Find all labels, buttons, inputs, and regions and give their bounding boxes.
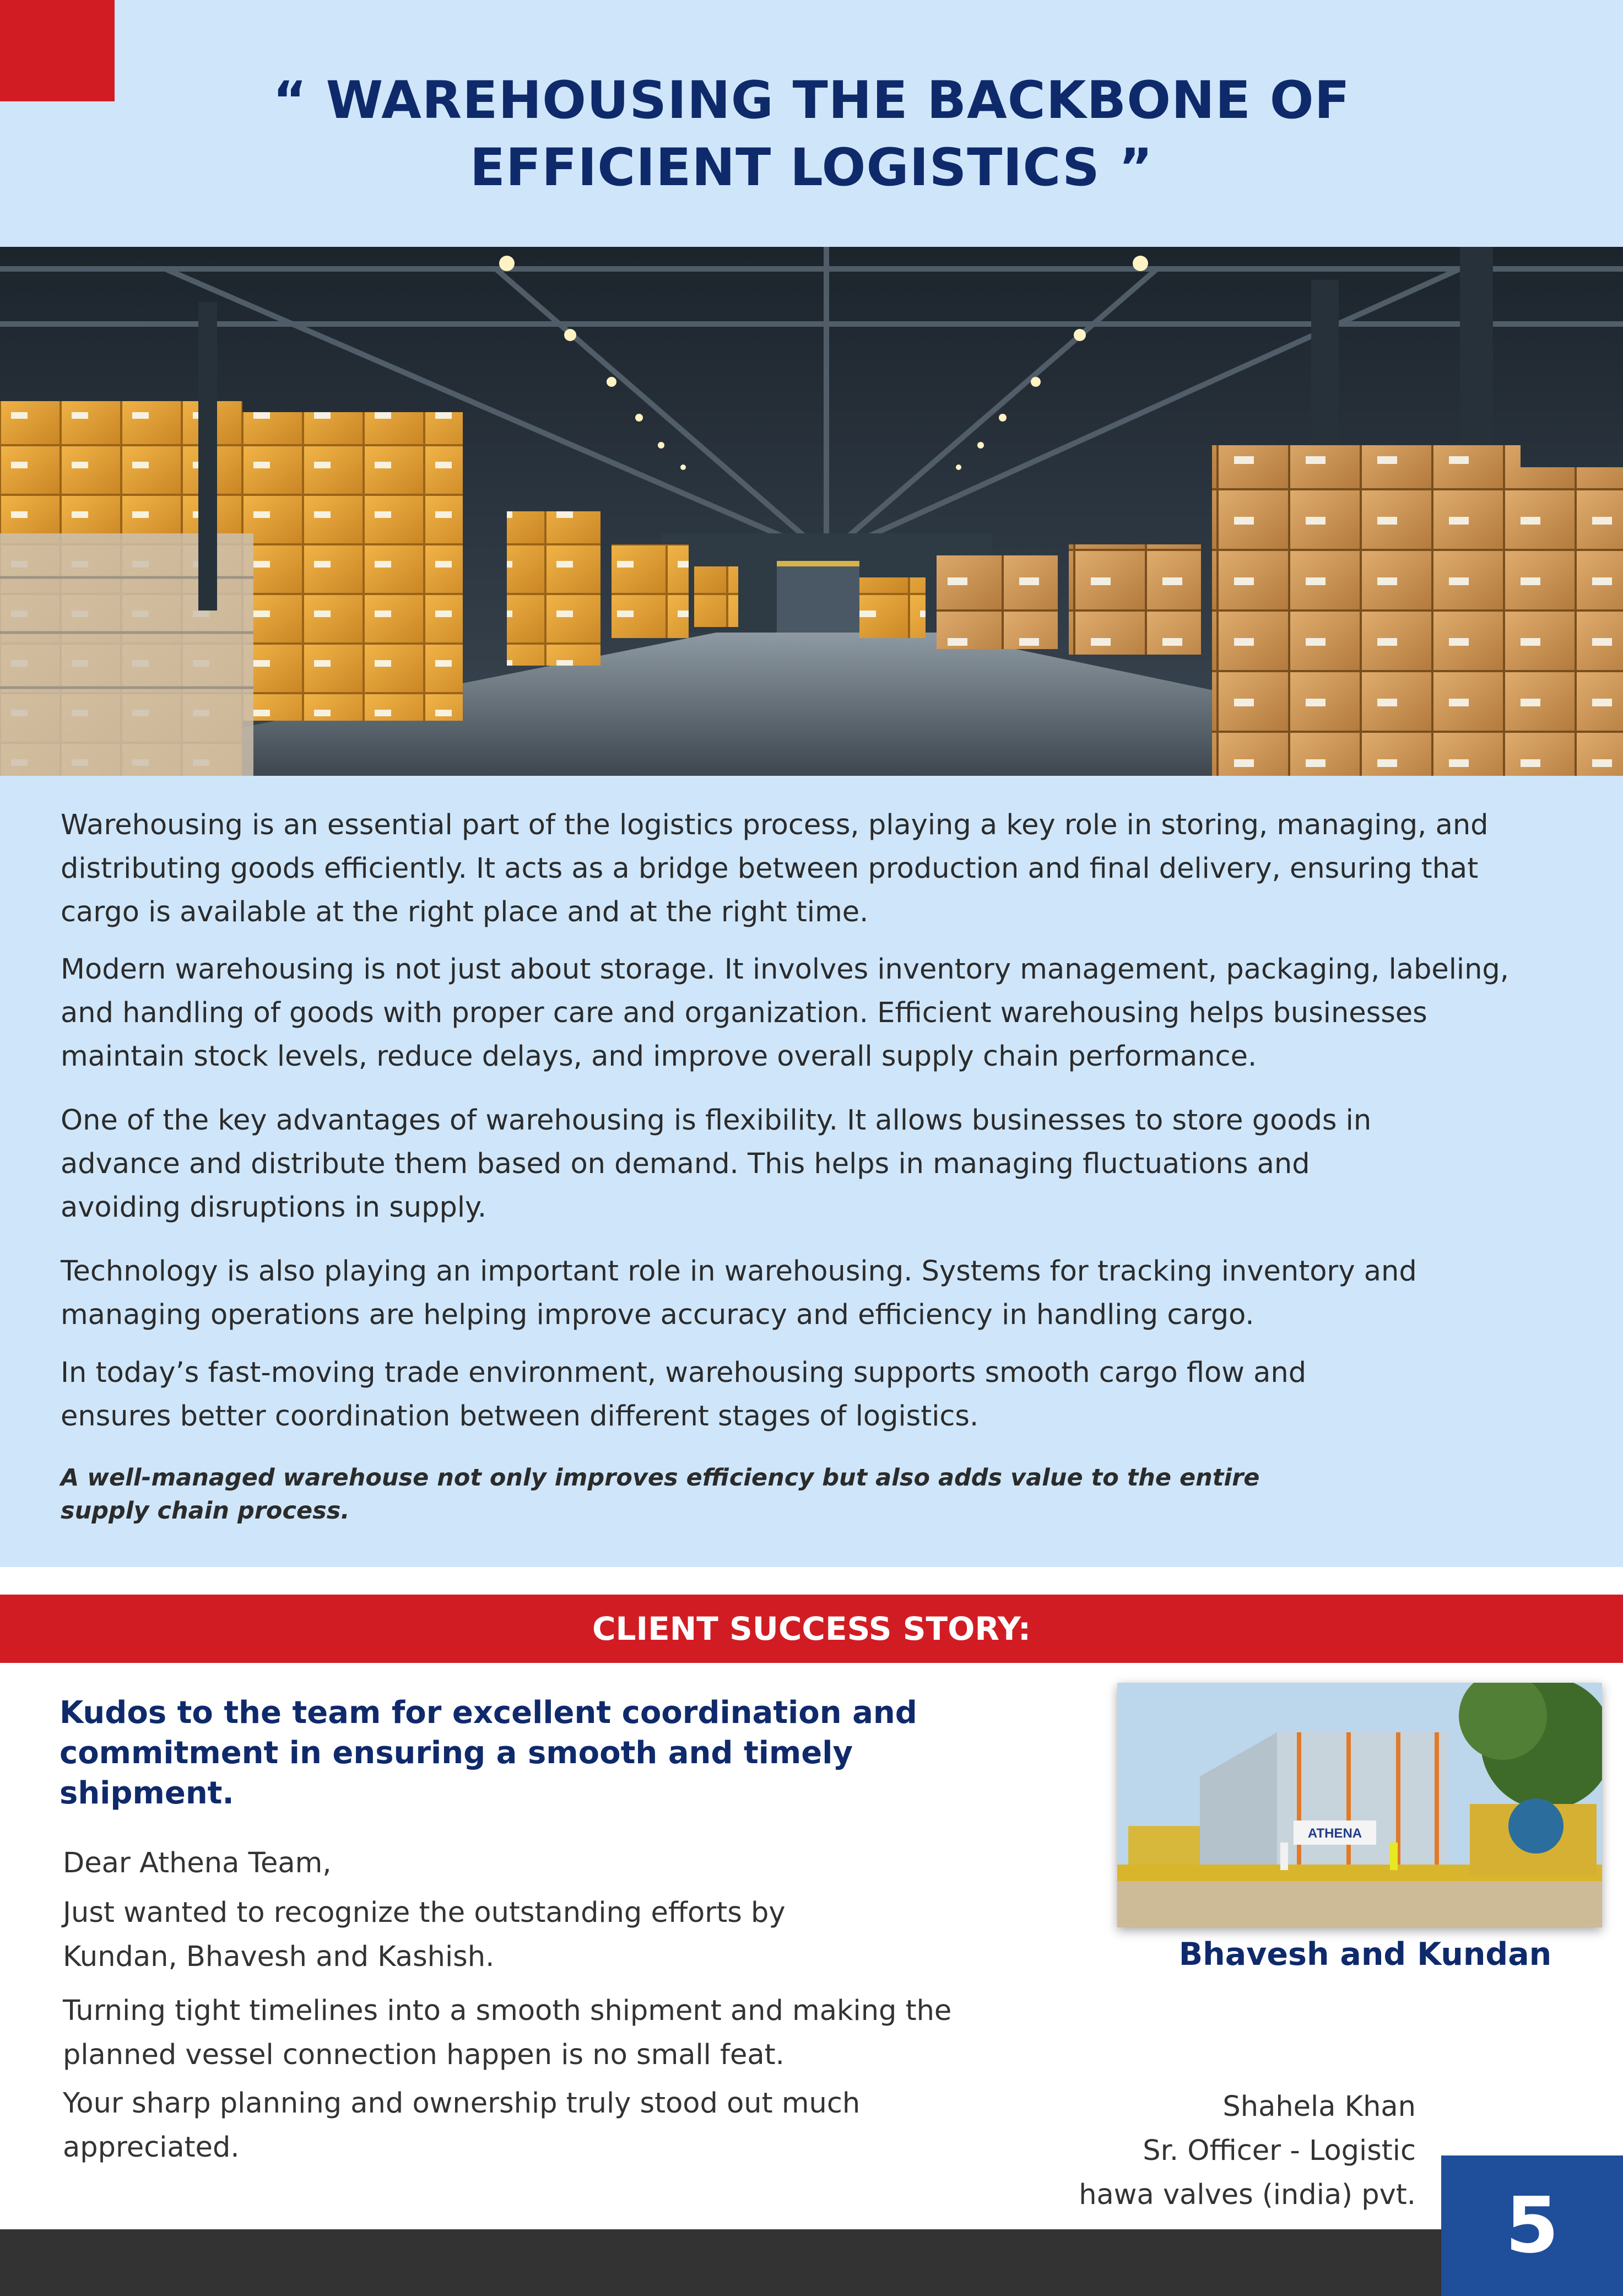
signature-title: Sr. Officer - Logistic [1143, 2135, 1416, 2167]
photo-banner-text: ATHENA [1307, 1826, 1362, 1841]
article-band [0, 776, 1623, 1567]
article-closing-statement: A well-managed warehouse not only improves efficiency but also adds value to the entire supply chain process. [61, 1464, 1260, 1525]
letter-line-4: Your sharp planning and ownership truly stood out much appreciated. [63, 2087, 861, 2164]
letter-greeting: Dear Athena Team, [63, 1847, 332, 1879]
footer-bar [0, 2229, 1623, 2296]
page-number: 5 [1441, 2155, 1623, 2296]
title-line-2: EFFICIENT LOGISTICS ” [469, 138, 1154, 198]
photo-caption: Bhavesh and Kundan [1178, 1936, 1552, 1973]
page-title [0, 67, 1623, 202]
warehouse-hero-image [0, 247, 1623, 776]
article-paragraph-1: Warehousing is an essential part of the logistics process, playing a key role in storing, managing, and distributing goods efficiently. It acts as a bridge between production and final delivery, ensuring that cargo is available at the right place and at the right time. [61, 809, 1489, 928]
article-paragraph-3: One of the key advantages of warehousing is flexibility. It allows businesses to store goods in advance and distribute them based on demand. This helps in managing fluctuations and avoiding disruptions in supply. [61, 1104, 1372, 1224]
article-paragraph-4: Technology is also playing an important role in warehousing. Systems for tracking inventory and managing operations are helping improve accuracy and efficiency in handling cargo. [61, 1255, 1417, 1331]
article-paragraph-5: In today’s fast-moving trade environment, warehousing supports smooth cargo flow and ensures better coordination between different stages of logistics. [61, 1357, 1307, 1433]
signature-company: hawa valves (india) pvt. [1079, 2179, 1416, 2211]
letter-line-3: Turning tight timelines into a smooth shipment and making the planned vessel connection happen is no small feat. [63, 1995, 952, 2071]
client-success-story-bar: CLIENT SUCCESS STORY: [0, 1595, 1623, 1663]
article-paragraph-2: Modern warehousing is not just about storage. It involves inventory management, packaging, labeling, and handling of goods with proper care and organization. Efficient warehousing helps businesses maintain stock levels, reduce delays, and improve overall supply chain performance. [61, 953, 1509, 1073]
story-headline: Kudos to the team for excellent coordination and commitment in ensuring a smooth and timely shipment. [59, 1695, 917, 1811]
letter-line-2: Just wanted to recognize the outstanding efforts by Kundan, Bhavesh and Kashish. [63, 1897, 786, 1973]
title-line-1: “ WAREHOUSING THE BACKBONE OF [273, 71, 1350, 131]
warehouse-illustration [0, 247, 1623, 776]
signature-name: Shahela Khan [1222, 2090, 1416, 2123]
shipment-photo-illustration [1117, 1683, 1602, 1927]
team-photo [1117, 1683, 1602, 1927]
